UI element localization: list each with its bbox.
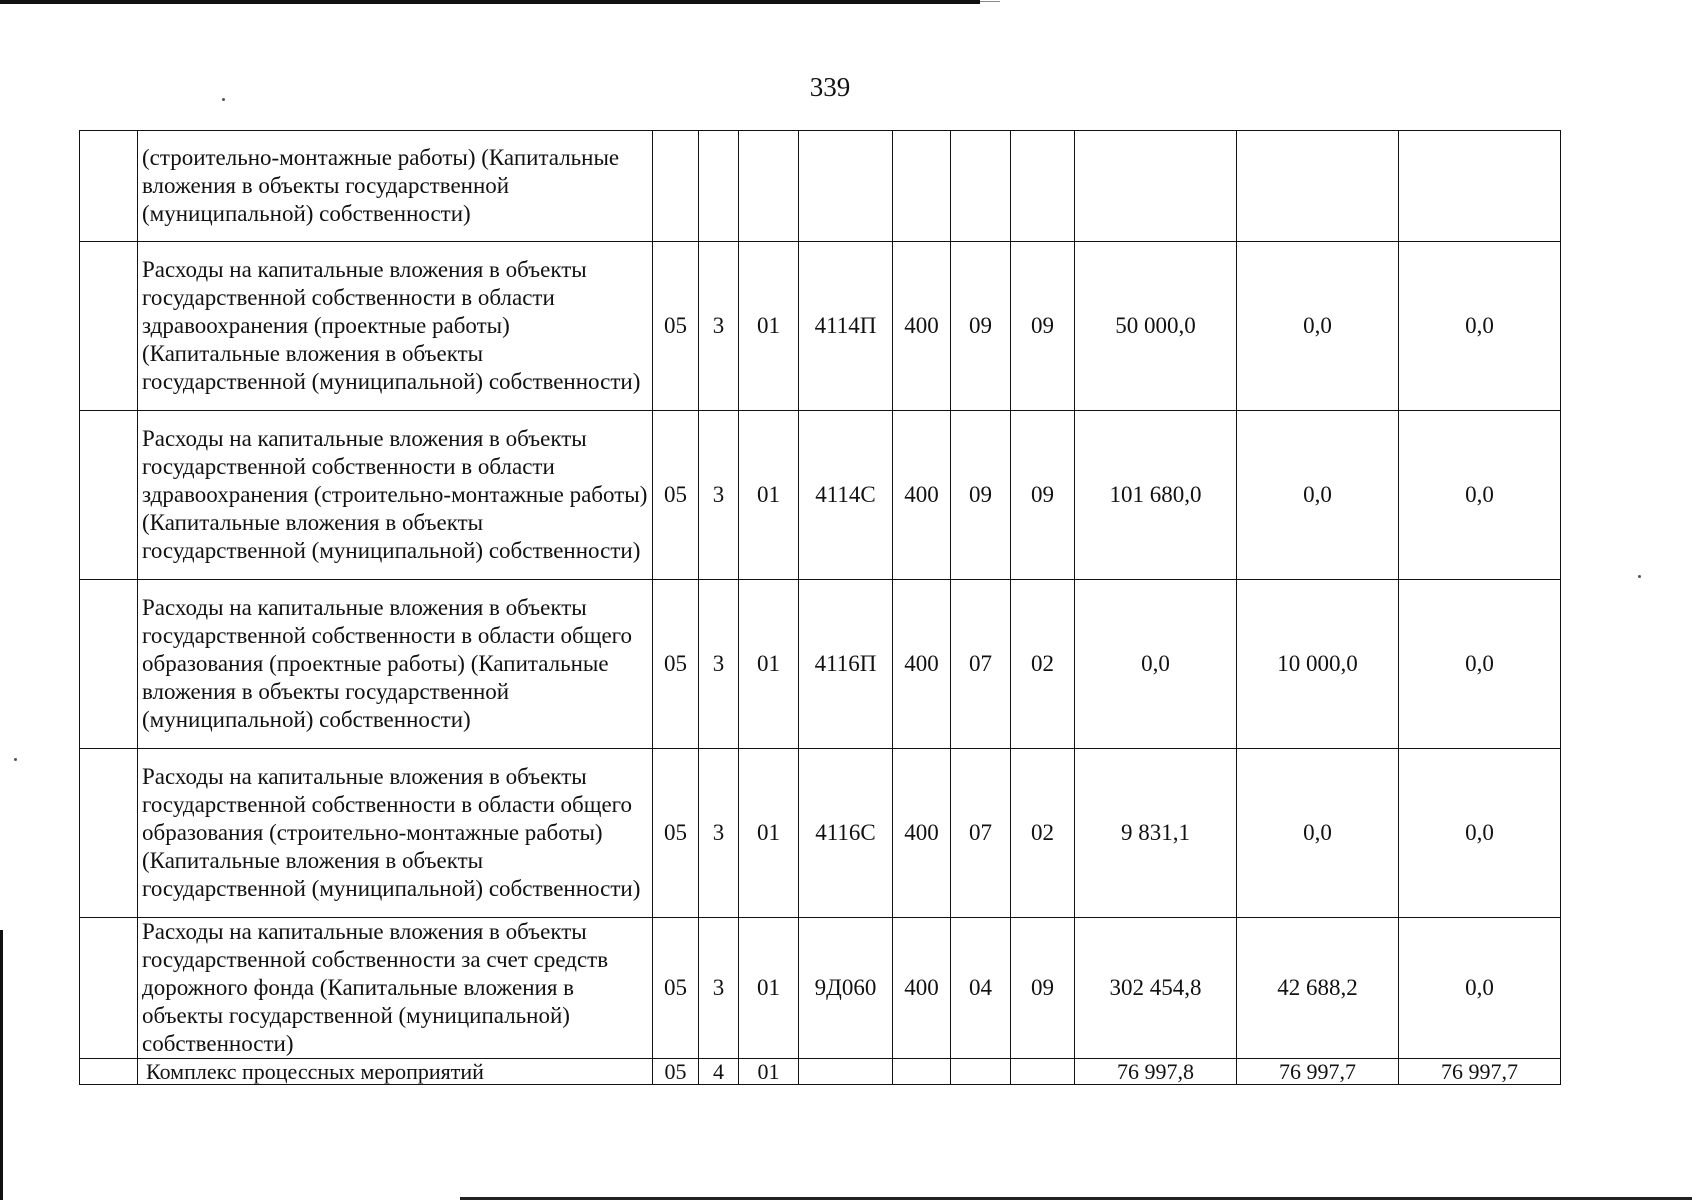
code-cell-direction: 9Д060 <box>799 918 893 1059</box>
scan-speck <box>222 98 225 101</box>
table-row <box>80 580 1561 749</box>
amount-year2-cell: 0,0 <box>1237 749 1399 918</box>
code-cell-subsection: 09 <box>1011 411 1075 580</box>
code-cell-section: 09 <box>951 411 1011 580</box>
amount-year2-cell: 0,0 <box>1237 242 1399 411</box>
code-cell-element: 01 <box>739 918 799 1059</box>
code-cell-expense-type: 400 <box>893 411 951 580</box>
code-cell-element: 01 <box>739 749 799 918</box>
code-cell-program: 05 <box>653 1059 699 1085</box>
code-cell-subsection: 09 <box>1011 918 1075 1059</box>
code-cell-subsection <box>1011 1059 1075 1085</box>
code-cell-expense-type <box>893 1059 951 1085</box>
budget-table <box>79 130 1561 1085</box>
amount-year1-cell: 76 997,8 <box>1075 1059 1237 1085</box>
amount-year3-cell: 0,0 <box>1399 749 1561 918</box>
amount-year2-cell: 42 688,2 <box>1237 918 1399 1059</box>
code-cell-direction: 4114П <box>799 242 893 411</box>
description-cell: Комплекс процессных мероприятий <box>138 1059 653 1085</box>
code-cell-element: 01 <box>739 242 799 411</box>
amount-year3-cell: 0,0 <box>1399 918 1561 1059</box>
amount-year3-cell: 0,0 <box>1399 242 1561 411</box>
code-cell-program: 05 <box>653 242 699 411</box>
code-cell-type <box>699 131 739 242</box>
code-cell-section: 07 <box>951 749 1011 918</box>
top-scan-rule-tail <box>980 1 1000 2</box>
description-cell: Расходы на капитальные вложения в объекты государственной собственности в области здравоохранения (проектные работы) (Капитальные вложения в объекты государственной (муниципальной) собственности) <box>138 242 653 411</box>
amount-year3-cell: 0,0 <box>1399 580 1561 749</box>
row-number-cell <box>80 1059 138 1085</box>
code-cell-program: 05 <box>653 580 699 749</box>
row-number-cell <box>80 242 138 411</box>
code-cell-subsection <box>1011 131 1075 242</box>
description-cell: (строительно-монтажные работы) (Капитальные вложения в объекты государственной (муниципальной) собственности) <box>138 131 653 242</box>
code-cell-program: 05 <box>653 749 699 918</box>
amount-year1-cell <box>1075 131 1237 242</box>
amount-year3-cell: 0,0 <box>1399 411 1561 580</box>
code-cell-element: 01 <box>739 411 799 580</box>
code-cell-direction <box>799 1059 893 1085</box>
table-row <box>80 411 1561 580</box>
amount-year2-cell: 0,0 <box>1237 411 1399 580</box>
description-cell: Расходы на капитальные вложения в объекты государственной собственности в области общего образования (строительно-монтажные работы) (Капитальные вложения в объекты государственной (муниципальной) собственности) <box>138 749 653 918</box>
description-cell: Расходы на капитальные вложения в объекты государственной собственности за счет средств дорожного фонда (Капитальные вложения в объекты государственной (муниципальной) собственности) <box>138 918 653 1059</box>
code-cell-type: 3 <box>699 918 739 1059</box>
row-number-cell <box>80 580 138 749</box>
code-cell-expense-type: 400 <box>893 749 951 918</box>
table-row <box>80 749 1561 918</box>
code-cell-program: 05 <box>653 918 699 1059</box>
amount-year2-cell: 76 997,7 <box>1237 1059 1399 1085</box>
code-cell-type: 3 <box>699 580 739 749</box>
table-row <box>80 1059 1561 1085</box>
table-row <box>80 131 1561 242</box>
row-number-cell <box>80 749 138 918</box>
code-cell-type: 4 <box>699 1059 739 1085</box>
code-cell-element: 01 <box>739 1059 799 1085</box>
table-row <box>80 242 1561 411</box>
code-cell-direction <box>799 131 893 242</box>
code-cell-subsection: 09 <box>1011 242 1075 411</box>
code-cell-program <box>653 131 699 242</box>
amount-year2-cell <box>1237 131 1399 242</box>
code-cell-type: 3 <box>699 749 739 918</box>
code-cell-expense-type: 400 <box>893 580 951 749</box>
amount-year1-cell: 0,0 <box>1075 580 1237 749</box>
amount-year1-cell: 302 454,8 <box>1075 918 1237 1059</box>
code-cell-section <box>951 131 1011 242</box>
page-number: 339 <box>809 72 851 102</box>
code-cell-direction: 4116П <box>799 580 893 749</box>
code-cell-direction: 4116С <box>799 749 893 918</box>
scan-speck <box>1638 575 1641 578</box>
code-cell-expense-type: 400 <box>893 242 951 411</box>
amount-year2-cell: 10 000,0 <box>1237 580 1399 749</box>
code-cell-element <box>739 131 799 242</box>
code-cell-subsection: 02 <box>1011 580 1075 749</box>
code-cell-expense-type <box>893 131 951 242</box>
amount-year1-cell: 9 831,1 <box>1075 749 1237 918</box>
code-cell-type: 3 <box>699 411 739 580</box>
scan-speck <box>14 758 17 761</box>
amount-year3-cell: 76 997,7 <box>1399 1059 1561 1085</box>
code-cell-section <box>951 1059 1011 1085</box>
code-cell-expense-type: 400 <box>893 918 951 1059</box>
code-cell-section: 04 <box>951 918 1011 1059</box>
code-cell-direction: 4114С <box>799 411 893 580</box>
row-number-cell <box>80 131 138 242</box>
amount-year3-cell <box>1399 131 1561 242</box>
code-cell-program: 05 <box>653 411 699 580</box>
row-number-cell <box>80 918 138 1059</box>
left-scan-rule <box>0 930 3 1200</box>
code-cell-type: 3 <box>699 242 739 411</box>
code-cell-element: 01 <box>739 580 799 749</box>
table-row <box>80 918 1561 1059</box>
code-cell-section: 09 <box>951 242 1011 411</box>
row-number-cell <box>80 411 138 580</box>
top-scan-rule <box>0 0 980 4</box>
amount-year1-cell: 50 000,0 <box>1075 242 1237 411</box>
description-cell: Расходы на капитальные вложения в объекты государственной собственности в области общего образования (проектные работы) (Капитальные вложения в объекты государственной (муниципальной) собственности) <box>138 580 653 749</box>
description-cell: Расходы на капитальные вложения в объекты государственной собственности в области здравоохранения (строительно-монтажные работы) (Капитальные вложения в объекты государственной (муниципальной) собственности) <box>138 411 653 580</box>
code-cell-subsection: 02 <box>1011 749 1075 918</box>
amount-year1-cell: 101 680,0 <box>1075 411 1237 580</box>
code-cell-section: 07 <box>951 580 1011 749</box>
